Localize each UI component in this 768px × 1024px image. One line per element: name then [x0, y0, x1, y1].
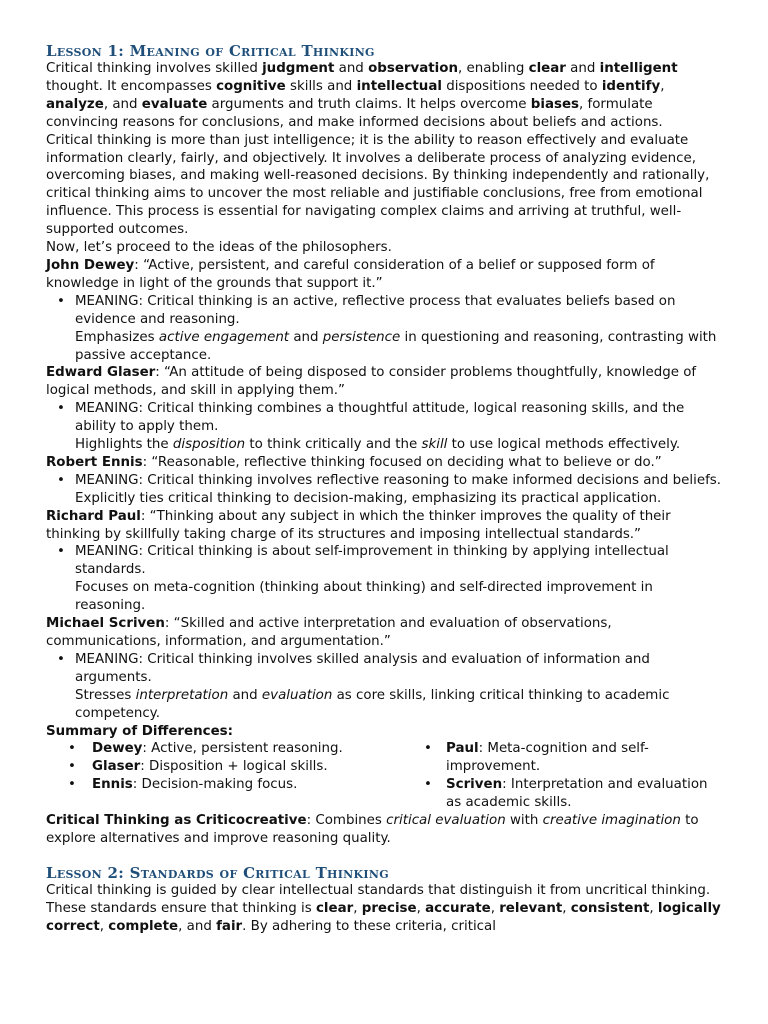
summary-heading: Summary of Differences:	[46, 723, 234, 739]
italic-term: evaluation	[261, 687, 333, 703]
transition-sentence: Now, let’s proceed to the ideas of the philosophers.	[46, 240, 392, 256]
bold-term: logically correct	[46, 900, 721, 934]
bold-term: Critical Thinking as Criticocreative	[46, 813, 307, 829]
bold-term: fair	[216, 918, 243, 934]
philosopher-list	[46, 257, 726, 723]
summary-item	[422, 776, 722, 812]
philosopher-name: Richard Paul	[46, 508, 141, 524]
bold-term: cognitive	[216, 78, 286, 94]
meaning-note: Emphasizes active engagement and persistence in questioning and reasoning, contrasting with passive acceptance.	[75, 329, 717, 363]
philosopher-quote: “An attitude of being disposed to consider problems thoughtfully, knowledge of logical methods, and skill in applying them.”	[46, 365, 697, 399]
philosopher-quote-line: Richard Paul: “Thinking about any subject in which the thinker improves the quality of their thinking by skillfully taking charge of its structures and imposing intellectual standards.”	[46, 508, 671, 542]
bold-term: clear	[528, 61, 566, 76]
meaning-note: Stresses interpretation and evaluation as core skills, linking critical thinking to academic competency.	[75, 687, 670, 721]
lesson-2-title: Lesson 2: Standards of Critical Thinking	[46, 863, 389, 882]
bold-term: accurate	[425, 900, 491, 916]
summary-left-column	[46, 740, 422, 812]
bold-term: identify	[601, 78, 661, 94]
summary-item-name: Dewey	[92, 741, 143, 757]
summary-item-text: : Decision-making focus.	[132, 777, 298, 793]
philosopher-quote-line: Robert Ennis: “Reasonable, reflective thinking focused on deciding what to believe or do.”	[46, 454, 662, 470]
meaning-bullet: • MEANING: Critical thinking is an active, reflective process that evaluates beliefs based on evidence and reasoning.	[46, 293, 726, 329]
meaning-bullet: • MEANING: Critical thinking involves skilled analysis and evaluation of information and arguments.	[46, 651, 726, 687]
italic-term: critical evaluation	[386, 813, 506, 829]
meaning-note: Explicitly ties critical thinking to decision-making, emphasizing its practical application.	[75, 490, 662, 506]
italic-term: disposition	[172, 437, 246, 453]
summary-section	[46, 723, 726, 813]
philosopher-name: John Dewey	[46, 257, 135, 273]
lesson-1-intro-paragraph: Critical thinking involves skilled judgment and observation, enabling clear and intelligent thought. It encompasses cognitive skills and intellectual dispositions needed to identify, analyze, and evaluate arguments and truth claims. It helps overcome biases, formulate convincing reasons for conclusions, and make informed decisions about beliefs and actions.	[46, 61, 678, 130]
philosopher-name: Michael Scriven	[46, 616, 165, 632]
summary-item	[46, 740, 422, 758]
meaning-bullet: • MEANING: Critical thinking is about self-improvement in thinking by applying intellectual standards.	[46, 543, 726, 579]
philosopher-entry	[46, 615, 726, 722]
bold-term: intelligent	[599, 61, 678, 76]
italic-term: creative imagination	[542, 813, 681, 829]
summary-item	[46, 776, 422, 794]
summary-item-name: Paul	[446, 741, 479, 757]
philosopher-entry	[46, 454, 726, 508]
philosopher-quote: “Reasonable, reflective thinking focused on deciding what to believe or do.”	[151, 454, 662, 470]
lesson-1-title: Lesson 1: Meaning of Critical Thinking	[46, 42, 375, 60]
summary-columns	[46, 740, 726, 812]
lesson-1-second-paragraph: Critical thinking is more than just intelligence; it is the ability to reason effectively and evaluate information clearly, fairly, and objectively. It involves a deliberate process of analyzing evidence, overcoming biases, and making well-reasoned decisions. By thinking independently and rationally, critical thinking aims to uncover the most reliable and justifiable conclusions, free from emotional influence. This process is essential for navigating complex claims and arriving at truthful, well-supported outcomes.	[46, 132, 710, 238]
criticocreative-paragraph: Critical Thinking as Criticocreative: Combines critical evaluation with creative imagination to explore alternatives and improve reasoning quality.	[46, 813, 699, 846]
philosopher-name: Robert Ennis	[46, 454, 143, 470]
philosopher-entry	[46, 508, 726, 615]
italic-term: skill	[421, 437, 448, 453]
meaning-bullet: • MEANING: Critical thinking involves reflective reasoning to make informed decisions and beliefs.	[46, 472, 726, 490]
lesson-2-intro-paragraph: Critical thinking is guided by clear intellectual standards that distinguish it from uncritical thinking. These standards ensure that thinking is clear, precise, accurate, relevant, consistent, logically correct, complete, and fair. By adhering to these criteria, critical	[46, 882, 721, 934]
summary-item-text: : Disposition + logical skills.	[140, 759, 328, 775]
bold-term: relevant	[499, 900, 563, 916]
summary-item	[46, 758, 422, 776]
bold-term: intellectual	[356, 78, 442, 94]
bold-term: judgment	[262, 61, 335, 76]
summary-item	[422, 740, 722, 776]
italic-term: interpretation	[135, 687, 229, 703]
summary-item-text: : Interpretation and evaluation as academic skills.	[446, 777, 708, 811]
bold-term: precise	[361, 900, 417, 916]
summary-item-name: Glaser	[92, 759, 141, 775]
philosopher-entry	[46, 364, 726, 454]
italic-term: active engagement	[158, 329, 290, 345]
bold-term: observation	[368, 61, 459, 76]
summary-item-name: Ennis	[92, 777, 133, 793]
philosopher-quote-line: Michael Scriven: “Skilled and active interpretation and evaluation of observations, communications, information, and argumentation.”	[46, 616, 612, 649]
bold-term: complete	[108, 918, 179, 934]
bold-term: consistent	[570, 900, 650, 916]
summary-item-text: : Meta-cognition and self-improvement.	[446, 741, 649, 775]
philosopher-quote: “Skilled and active interpretation and evaluation of observations, communications, information, and argumentation.”	[46, 616, 612, 649]
meaning-note: Highlights the disposition to think critically and the skill to use logical methods effectively.	[75, 437, 681, 453]
meaning-bullet: • MEANING: Critical thinking combines a thoughtful attitude, logical reasoning skills, and the ability to apply them.	[46, 400, 726, 436]
summary-right-column	[422, 740, 722, 812]
bold-term: biases	[530, 96, 580, 112]
philosopher-quote-line: John Dewey: “Active, persistent, and careful consideration of a belief or supposed form of knowledge in light of the grounds that support it.”	[46, 257, 655, 291]
document-content	[46, 42, 726, 936]
summary-item-text: : Active, persistent reasoning.	[142, 741, 343, 757]
bold-term: evaluate	[141, 96, 208, 112]
philosopher-name: Edward Glaser	[46, 365, 156, 381]
philosopher-quote: “Active, persistent, and careful consideration of a belief or supposed form of knowledge in light of the grounds that support it.”	[46, 257, 655, 291]
summary-item-name: Scriven	[446, 777, 503, 793]
italic-term: persistence	[322, 329, 401, 345]
philosopher-quote: “Thinking about any subject in which the thinker improves the quality of their thinking by skillfully taking charge of its structures and imposing intellectual standards.”	[46, 508, 671, 542]
bold-term: analyze	[46, 96, 104, 112]
philosopher-entry	[46, 257, 726, 364]
philosopher-quote-line: Edward Glaser: “An attitude of being disposed to consider problems thoughtfully, knowledge of logical methods, and skill in applying them.”	[46, 365, 697, 399]
bold-term: clear	[315, 900, 354, 916]
meaning-note: Focuses on meta-cognition (thinking about thinking) and self-directed improvement in reasoning.	[75, 580, 653, 614]
